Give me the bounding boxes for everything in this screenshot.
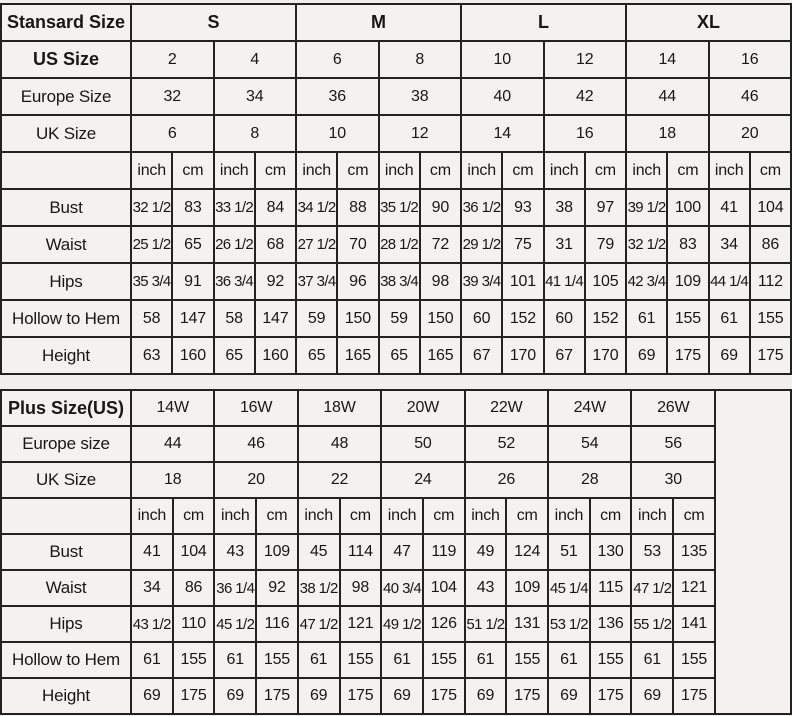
value-cell: inch — [379, 152, 420, 189]
value-cell: 130 — [590, 534, 632, 570]
row-label-cell: Height — [1, 337, 131, 374]
table-row — [1, 41, 791, 78]
row-label-cell: Hollow to Hem — [1, 300, 131, 337]
value-cell: 44 — [626, 78, 709, 115]
value-cell: 14W — [131, 390, 214, 426]
row-label-cell: Waist — [1, 570, 131, 606]
value-cell: cm — [502, 152, 543, 189]
value-cell: 93 — [502, 189, 543, 226]
value-cell: 18 — [626, 115, 709, 152]
value-cell: 39 3/4 — [461, 263, 502, 300]
value-cell: 61 — [465, 642, 507, 678]
value-cell: 152 — [502, 300, 543, 337]
value-cell: 22W — [465, 390, 548, 426]
value-cell: 170 — [502, 337, 543, 374]
value-cell: 25 1/2 — [131, 226, 172, 263]
value-cell: 28 1/2 — [379, 226, 420, 263]
value-cell: 155 — [667, 300, 708, 337]
value-cell: 160 — [255, 337, 296, 374]
value-cell: 45 — [298, 534, 340, 570]
value-cell: cm — [667, 152, 708, 189]
value-cell: 98 — [340, 570, 382, 606]
value-cell: 52 — [465, 426, 548, 462]
table-row — [1, 498, 791, 534]
value-cell: 53 1/2 — [548, 606, 590, 642]
table-row — [1, 426, 791, 462]
value-cell: 147 — [172, 300, 213, 337]
value-cell: inch — [548, 498, 590, 534]
value-cell: 41 1/4 — [544, 263, 585, 300]
table-row — [1, 4, 791, 41]
value-cell: inch — [465, 498, 507, 534]
table-row — [1, 606, 791, 642]
value-cell: 155 — [423, 642, 465, 678]
value-cell: 44 — [131, 426, 214, 462]
value-cell: 18 — [131, 462, 214, 498]
value-cell: cm — [585, 152, 626, 189]
value-cell: 136 — [590, 606, 632, 642]
value-cell: 24W — [548, 390, 631, 426]
value-cell: 175 — [667, 337, 708, 374]
value-cell: 14 — [461, 115, 544, 152]
row-label-cell: Bust — [1, 189, 131, 226]
value-cell: 36 1/4 — [214, 570, 256, 606]
value-cell: 61 — [626, 300, 667, 337]
value-cell: 56 — [631, 426, 715, 462]
value-cell: 92 — [256, 570, 298, 606]
value-cell: 41 — [131, 534, 173, 570]
value-cell: cm — [750, 152, 791, 189]
table-row — [1, 189, 791, 226]
value-cell: 165 — [420, 337, 461, 374]
table-row — [1, 462, 791, 498]
value-cell: 47 — [381, 534, 423, 570]
value-cell: 31 — [544, 226, 585, 263]
value-cell: 69 — [626, 337, 667, 374]
table-row — [1, 534, 791, 570]
table-row — [1, 570, 791, 606]
value-cell: 175 — [173, 678, 215, 714]
value-cell: 69 — [298, 678, 340, 714]
row-label-cell: UK Size — [1, 462, 131, 498]
value-cell: 69 — [131, 678, 173, 714]
plus-size-table — [0, 389, 792, 715]
value-cell: 49 1/2 — [381, 606, 423, 642]
row-label-cell: US Size — [1, 41, 131, 78]
value-cell: 150 — [337, 300, 378, 337]
value-cell: 110 — [173, 606, 215, 642]
value-cell: 86 — [173, 570, 215, 606]
value-cell: 175 — [340, 678, 382, 714]
table-row — [1, 263, 791, 300]
value-cell: 105 — [585, 263, 626, 300]
value-cell: 83 — [172, 189, 213, 226]
value-cell: 38 — [379, 78, 462, 115]
row-label-cell: Plus Size(US) — [1, 390, 131, 426]
value-cell: cm — [420, 152, 461, 189]
value-cell: 46 — [709, 78, 792, 115]
row-label-cell: Europe Size — [1, 78, 131, 115]
value-cell: 45 1/2 — [214, 606, 256, 642]
value-cell: 61 — [631, 642, 673, 678]
value-cell: 32 1/2 — [626, 226, 667, 263]
value-cell: cm — [256, 498, 298, 534]
row-label-cell: UK Size — [1, 115, 131, 152]
value-cell: inch — [214, 152, 255, 189]
value-cell: 42 — [544, 78, 627, 115]
value-cell: 51 — [548, 534, 590, 570]
value-cell: 26 — [465, 462, 548, 498]
value-cell: 36 1/2 — [461, 189, 502, 226]
value-cell: inch — [626, 152, 667, 189]
value-cell: 39 1/2 — [626, 189, 667, 226]
value-cell: 47 1/2 — [631, 570, 673, 606]
value-cell: 126 — [423, 606, 465, 642]
value-cell: 104 — [173, 534, 215, 570]
value-cell: 67 — [544, 337, 585, 374]
value-cell: 97 — [585, 189, 626, 226]
value-cell: 40 3/4 — [381, 570, 423, 606]
value-cell: 8 — [379, 41, 462, 78]
value-cell: 101 — [502, 263, 543, 300]
value-cell: 175 — [423, 678, 465, 714]
value-cell: 44 1/4 — [709, 263, 750, 300]
table-row — [1, 337, 791, 374]
value-cell: 121 — [673, 570, 715, 606]
value-cell: 6 — [131, 115, 214, 152]
value-cell: 49 — [465, 534, 507, 570]
value-cell: inch — [131, 498, 173, 534]
row-label-cell: Height — [1, 678, 131, 714]
value-cell: 119 — [423, 534, 465, 570]
table-row — [1, 226, 791, 263]
value-cell: 24 — [381, 462, 464, 498]
value-cell: 14 — [626, 41, 709, 78]
row-label-cell: Europe size — [1, 426, 131, 462]
value-cell — [715, 390, 791, 714]
value-cell: 68 — [255, 226, 296, 263]
table-row — [1, 390, 791, 426]
value-cell: 35 1/2 — [379, 189, 420, 226]
value-cell: 40 — [461, 78, 544, 115]
value-cell: M — [296, 4, 461, 41]
value-cell: 12 — [544, 41, 627, 78]
value-cell: 20W — [381, 390, 464, 426]
value-cell: 8 — [214, 115, 297, 152]
value-cell: inch — [709, 152, 750, 189]
value-cell: 147 — [255, 300, 296, 337]
value-cell: 65 — [172, 226, 213, 263]
value-cell: 160 — [172, 337, 213, 374]
value-cell: 86 — [750, 226, 791, 263]
value-cell: 98 — [420, 263, 461, 300]
row-label-cell: Waist — [1, 226, 131, 263]
row-label-cell — [1, 498, 131, 534]
value-cell: cm — [506, 498, 548, 534]
value-cell: 91 — [172, 263, 213, 300]
row-label-cell — [1, 152, 131, 189]
value-cell: 38 3/4 — [379, 263, 420, 300]
value-cell: 16 — [544, 115, 627, 152]
value-cell: 61 — [548, 642, 590, 678]
table-row — [1, 642, 791, 678]
value-cell: 88 — [337, 189, 378, 226]
value-cell: 155 — [506, 642, 548, 678]
value-cell: 42 3/4 — [626, 263, 667, 300]
value-cell: 2 — [131, 41, 214, 78]
value-cell: 155 — [340, 642, 382, 678]
value-cell: 155 — [590, 642, 632, 678]
value-cell: 69 — [214, 678, 256, 714]
value-cell: 41 — [709, 189, 750, 226]
value-cell: 43 — [214, 534, 256, 570]
value-cell: 96 — [337, 263, 378, 300]
value-cell: 65 — [379, 337, 420, 374]
value-cell: 69 — [381, 678, 423, 714]
value-cell: inch — [631, 498, 673, 534]
value-cell: 131 — [506, 606, 548, 642]
value-cell: 67 — [461, 337, 502, 374]
row-label-cell: Hollow to Hem — [1, 642, 131, 678]
value-cell: 115 — [590, 570, 632, 606]
value-cell: 155 — [673, 642, 715, 678]
value-cell: 60 — [461, 300, 502, 337]
value-cell: 60 — [544, 300, 585, 337]
standard-size-table — [0, 3, 792, 375]
value-cell: cm — [590, 498, 632, 534]
value-cell: 92 — [255, 263, 296, 300]
value-cell: 36 3/4 — [214, 263, 255, 300]
value-cell: 155 — [750, 300, 791, 337]
value-cell: 175 — [256, 678, 298, 714]
value-cell: 50 — [381, 426, 464, 462]
value-cell: 70 — [337, 226, 378, 263]
value-cell: 12 — [379, 115, 462, 152]
value-cell: S — [131, 4, 296, 41]
value-cell: 32 — [131, 78, 214, 115]
table-row — [1, 115, 791, 152]
value-cell: 37 3/4 — [296, 263, 337, 300]
value-cell: 10 — [461, 41, 544, 78]
value-cell: 83 — [667, 226, 708, 263]
value-cell: cm — [172, 152, 213, 189]
value-cell: 61 — [298, 642, 340, 678]
value-cell: 29 1/2 — [461, 226, 502, 263]
value-cell: 34 — [214, 78, 297, 115]
row-label-cell: Hips — [1, 263, 131, 300]
value-cell: 16 — [709, 41, 792, 78]
value-cell: 79 — [585, 226, 626, 263]
value-cell: 72 — [420, 226, 461, 263]
value-cell: 6 — [296, 41, 379, 78]
table-row — [1, 78, 791, 115]
value-cell: 175 — [750, 337, 791, 374]
value-cell: 109 — [256, 534, 298, 570]
value-cell: 69 — [548, 678, 590, 714]
value-cell: cm — [255, 152, 296, 189]
value-cell: 175 — [673, 678, 715, 714]
value-cell: 47 1/2 — [298, 606, 340, 642]
value-cell: cm — [673, 498, 715, 534]
value-cell: 69 — [631, 678, 673, 714]
value-cell: 116 — [256, 606, 298, 642]
value-cell: 18W — [298, 390, 381, 426]
value-cell: 34 — [709, 226, 750, 263]
value-cell: cm — [340, 498, 382, 534]
value-cell: 84 — [255, 189, 296, 226]
value-cell: 20 — [214, 462, 297, 498]
value-cell: 121 — [340, 606, 382, 642]
value-cell: 20 — [709, 115, 792, 152]
value-cell: 150 — [420, 300, 461, 337]
value-cell: 112 — [750, 263, 791, 300]
value-cell: 165 — [337, 337, 378, 374]
value-cell: cm — [173, 498, 215, 534]
row-label-cell: Hips — [1, 606, 131, 642]
value-cell: L — [461, 4, 626, 41]
value-cell: 10 — [296, 115, 379, 152]
value-cell: 58 — [131, 300, 172, 337]
value-cell: cm — [337, 152, 378, 189]
value-cell: 27 1/2 — [296, 226, 337, 263]
value-cell: 75 — [502, 226, 543, 263]
value-cell: inch — [296, 152, 337, 189]
value-cell: 69 — [465, 678, 507, 714]
value-cell: inch — [461, 152, 502, 189]
value-cell: 175 — [506, 678, 548, 714]
value-cell: inch — [298, 498, 340, 534]
table-row — [1, 300, 791, 337]
value-cell: 38 1/2 — [298, 570, 340, 606]
value-cell: 61 — [214, 642, 256, 678]
value-cell: 65 — [214, 337, 255, 374]
value-cell: cm — [423, 498, 465, 534]
value-cell: inch — [381, 498, 423, 534]
value-cell: 4 — [214, 41, 297, 78]
value-cell: 34 1/2 — [296, 189, 337, 226]
value-cell: 100 — [667, 189, 708, 226]
value-cell: inch — [214, 498, 256, 534]
value-cell: 26 1/2 — [214, 226, 255, 263]
value-cell: XL — [626, 4, 791, 41]
value-cell: 170 — [585, 337, 626, 374]
value-cell: 54 — [548, 426, 631, 462]
value-cell: 59 — [296, 300, 337, 337]
value-cell: 61 — [131, 642, 173, 678]
row-label-cell: Stansard Size — [1, 4, 131, 41]
value-cell: 33 1/2 — [214, 189, 255, 226]
value-cell: 43 — [465, 570, 507, 606]
value-cell: 114 — [340, 534, 382, 570]
value-cell: 109 — [506, 570, 548, 606]
value-cell: 48 — [298, 426, 381, 462]
value-cell: 104 — [750, 189, 791, 226]
value-cell: 32 1/2 — [131, 189, 172, 226]
value-cell: 65 — [296, 337, 337, 374]
value-cell: 90 — [420, 189, 461, 226]
value-cell: 124 — [506, 534, 548, 570]
value-cell: 26W — [631, 390, 715, 426]
value-cell: 152 — [585, 300, 626, 337]
value-cell: 34 — [131, 570, 173, 606]
value-cell: 155 — [173, 642, 215, 678]
value-cell: 69 — [709, 337, 750, 374]
value-cell: 36 — [296, 78, 379, 115]
row-label-cell: Bust — [1, 534, 131, 570]
value-cell: 46 — [214, 426, 297, 462]
value-cell: 35 3/4 — [131, 263, 172, 300]
value-cell: inch — [544, 152, 585, 189]
value-cell: 38 — [544, 189, 585, 226]
value-cell: 61 — [709, 300, 750, 337]
value-cell: 58 — [214, 300, 255, 337]
value-cell: 155 — [256, 642, 298, 678]
value-cell: 28 — [548, 462, 631, 498]
value-cell: 63 — [131, 337, 172, 374]
value-cell: 55 1/2 — [631, 606, 673, 642]
value-cell: 51 1/2 — [465, 606, 507, 642]
value-cell: 53 — [631, 534, 673, 570]
table-row — [1, 678, 791, 714]
value-cell: inch — [131, 152, 172, 189]
value-cell: 45 1/4 — [548, 570, 590, 606]
value-cell: 141 — [673, 606, 715, 642]
value-cell: 30 — [631, 462, 715, 498]
value-cell: 104 — [423, 570, 465, 606]
value-cell: 175 — [590, 678, 632, 714]
table-row — [1, 152, 791, 189]
value-cell: 59 — [379, 300, 420, 337]
value-cell: 135 — [673, 534, 715, 570]
value-cell: 109 — [667, 263, 708, 300]
value-cell: 16W — [214, 390, 297, 426]
value-cell: 22 — [298, 462, 381, 498]
value-cell: 43 1/2 — [131, 606, 173, 642]
value-cell: 61 — [381, 642, 423, 678]
